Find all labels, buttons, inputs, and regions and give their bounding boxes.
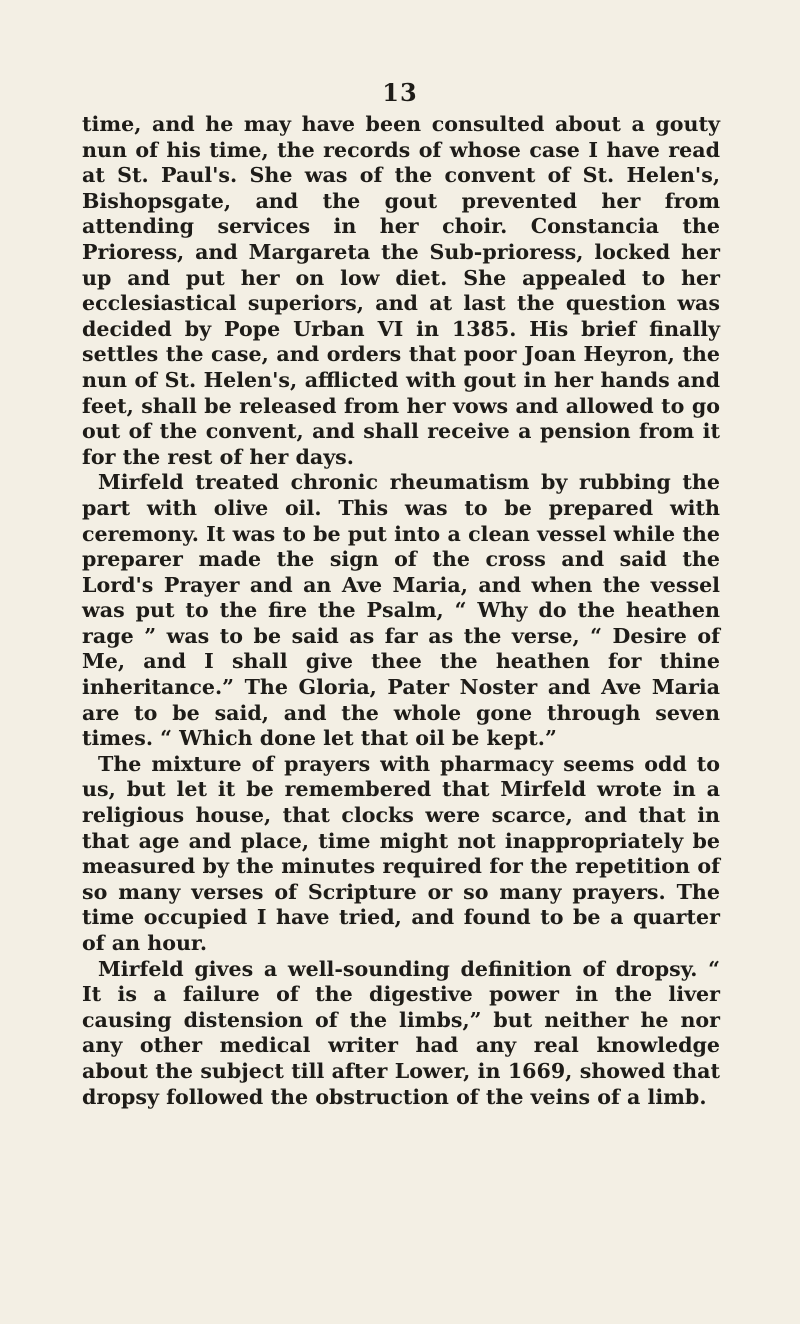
page-number: 13 [382,78,418,107]
paragraph-3: The mixture of prayers with pharmacy seems odd to us, but let it be remembered that Mirfeld wrote in a religious house, that clocks were scarce, and that in that age and place, time might not inappropriately be measured by the minutes required for the repetition of so many verses of Scripture or so many prayers. The time occupied I have tried, and found to be a quarter of an hour. [82,751,720,955]
page-body-text [82,112,720,1110]
paragraph-4: Mirfeld gives a well-sounding definition of dropsy. “ It is a failure of the digestive power in the liver causing distension of the limbs,” but neither he nor any other medical writer had any real knowledge about the subject till after Lower, in 1669, showed that dropsy followed the obstruction of the veins of a limb. [82,956,720,1109]
paragraph-1: time, and he may have been consulted about a gouty nun of his time, the records of whose case I have read at St. Paul's. She was of the convent of St. Helen's, Bishopsgate, and the gout prevented her from attending services in her choir. Constancia the Prioress, and Margareta the Sub-prioress, locked her up and put her on low diet. She appealed to her ecclesiastical superiors, and at last the question was decided by Pope Urban VI in 1385. His brief finally settles the case, and orders that poor Joan Heyron, the nun of St. Helen's, afflicted with gout in her hands and feet, shall be released from her vows and allowed to go out of the convent, and shall receive a pension from it for the rest of her days. [82,112,720,469]
paragraph-2: Mirfeld treated chronic rheumatism by rubbing the part with olive oil. This was to be prepared with ceremony. It was to be put into a clean vessel while the preparer made the sign of the cross and said the Lord's Prayer and an Ave Maria, and when the vessel was put to the fire the Psalm, “ Why do the heathen rage ” was to be said as far as the verse, “ Desire of Me, and I shall give thee the heathen for thine inheritance.” The Gloria, Pater Noster and Ave Maria are to be said, and the whole gone through seven times. “ Which done let that oil be kept.” [82,470,720,751]
